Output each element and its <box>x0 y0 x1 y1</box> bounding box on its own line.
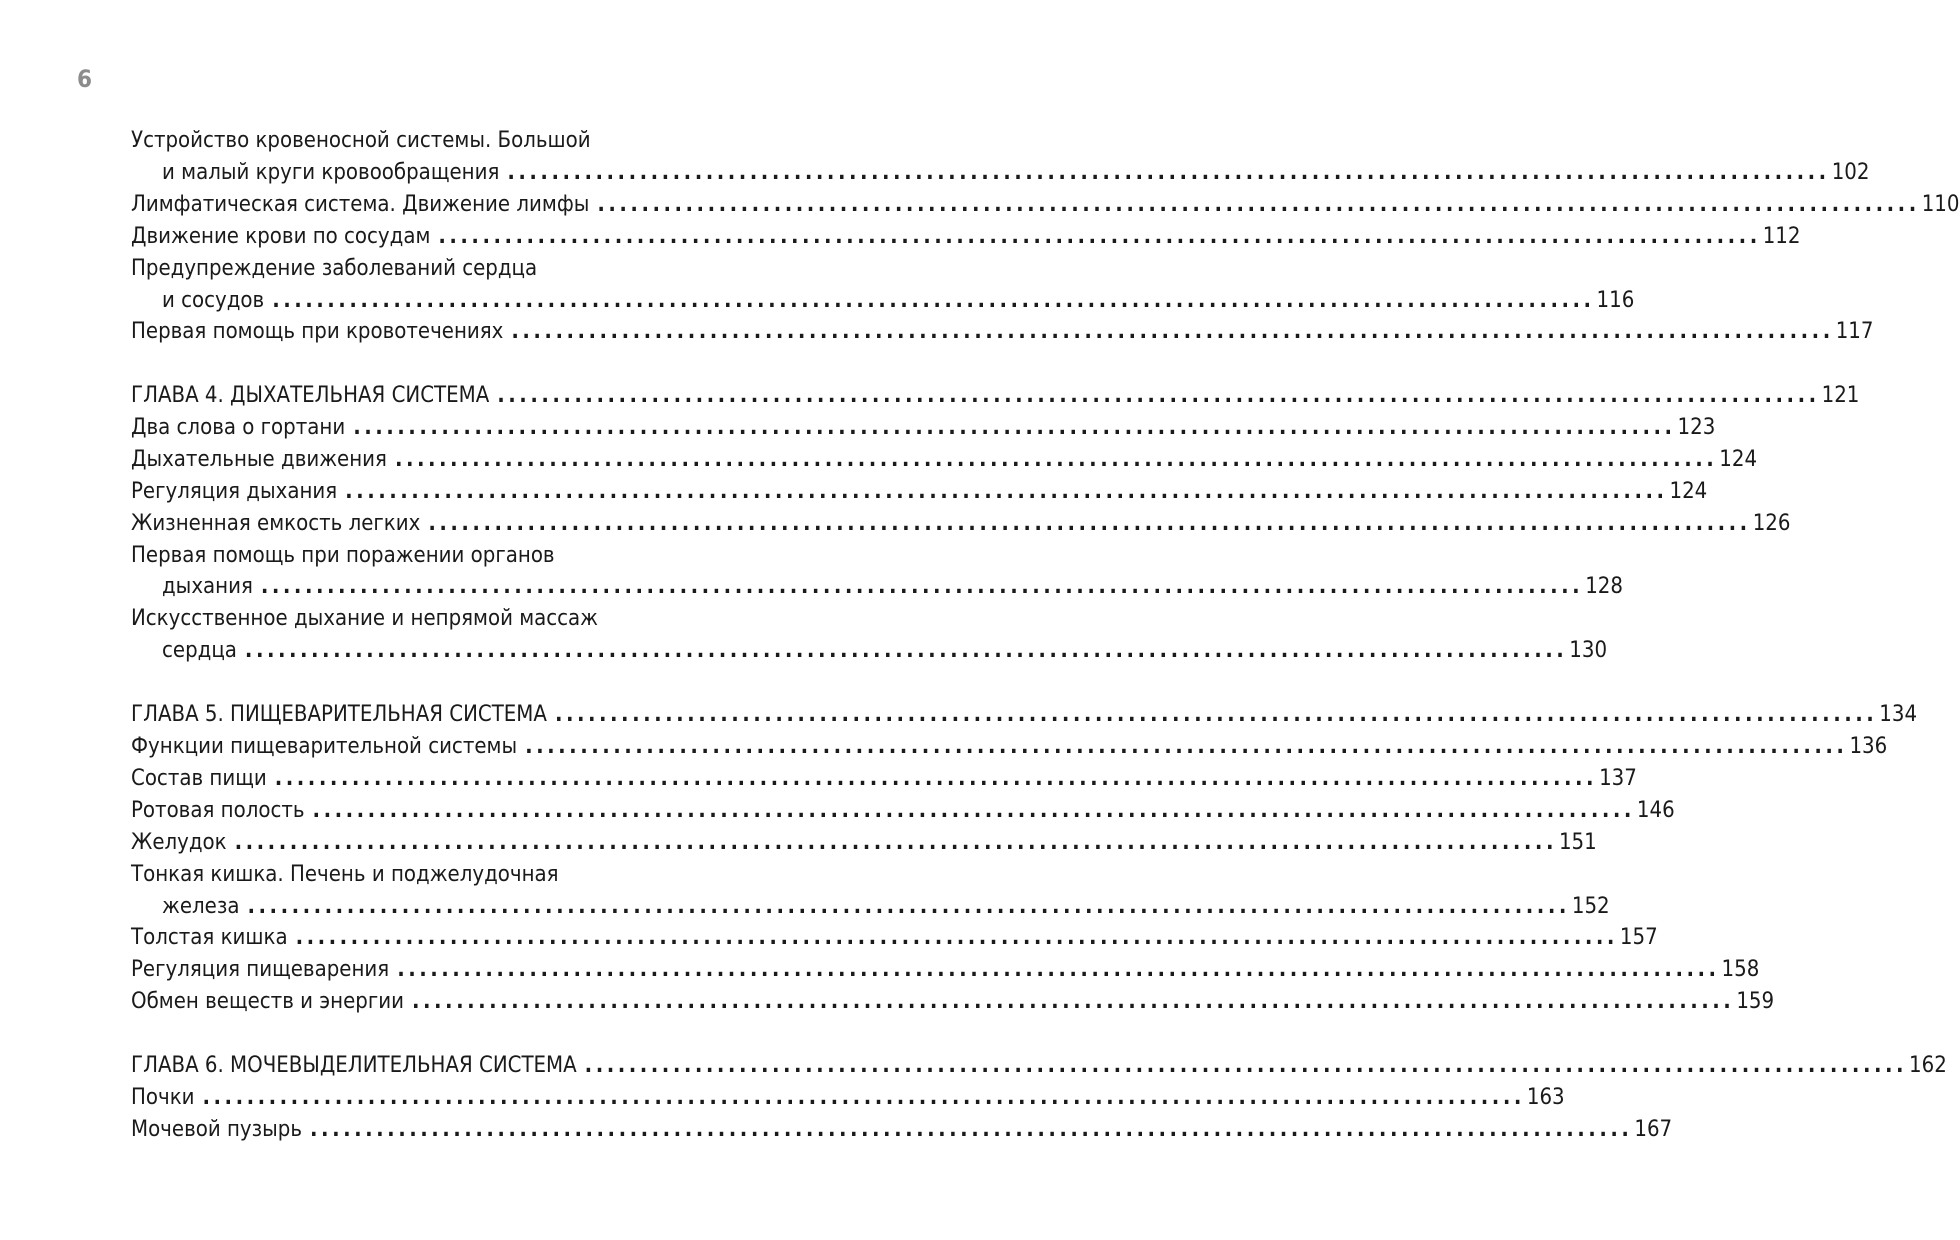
toc-chapter-text: ГЛАВА 5. ПИЩЕВАРИТЕЛЬНАЯ СИСТЕМА <box>131 702 547 727</box>
dot-leader: ........................................................................................................................ <box>272 288 1595 313</box>
toc-entry[interactable] <box>131 476 1708 508</box>
toc-entry[interactable] <box>162 891 1610 923</box>
toc-entry-text: Устройство кровеносной системы. Большой <box>131 128 591 153</box>
toc-entry[interactable] <box>162 285 1635 317</box>
toc-page-number: 167 <box>1634 1117 1673 1142</box>
toc-entry-text: Ротовая полость <box>131 798 305 823</box>
toc-entry[interactable] <box>162 157 1870 189</box>
toc-entry-text: Движение крови по сосудам <box>131 224 431 249</box>
toc-page-number: 117 <box>1835 319 1874 344</box>
toc-entry-text: Желудок <box>131 830 227 855</box>
toc-entry-text: железа <box>162 894 240 919</box>
toc-page-number: 123 <box>1677 415 1716 440</box>
toc-page-number: 159 <box>1736 989 1775 1014</box>
toc-entry[interactable] <box>131 189 1960 221</box>
toc-page-number: 116 <box>1596 288 1635 313</box>
toc-page-number: 124 <box>1669 479 1708 504</box>
toc-page-number: 112 <box>1762 224 1801 249</box>
toc-entry-text: дыхания <box>162 574 253 599</box>
dot-leader: ........................................................................................................................ <box>438 224 1761 249</box>
toc-entry[interactable] <box>131 444 1758 476</box>
toc-entry-text: Регуляция пищеварения <box>131 957 390 982</box>
toc-entry-text: Мочевой пузырь <box>131 1117 303 1142</box>
toc-entry[interactable] <box>162 635 1608 667</box>
dot-leader: ........................................................................................................................ <box>411 989 1735 1014</box>
toc-entry[interactable] <box>131 986 1775 1018</box>
dot-leader: ........................................................................................................................ <box>345 479 1668 504</box>
toc-page-number: 157 <box>1619 925 1658 950</box>
toc-entry-text: Толстая кишка <box>131 925 288 950</box>
toc-entry-text: сердца <box>162 638 237 663</box>
toc-page-number: 121 <box>1821 383 1860 408</box>
dot-leader: ........................................................................................................................ <box>497 383 1820 408</box>
toc-entry[interactable] <box>131 827 1597 859</box>
toc-page-number: 163 <box>1526 1085 1565 1110</box>
toc-entry[interactable] <box>131 954 1760 986</box>
dot-leader: ........................................................................................................................ <box>597 192 1920 217</box>
toc-page-number: 151 <box>1558 830 1597 855</box>
toc-page-number: 152 <box>1571 894 1610 919</box>
dot-leader: ........................................................................................................................ <box>511 319 1834 344</box>
dot-leader: ........................................................................................................................ <box>554 702 1878 727</box>
toc-entry[interactable] <box>131 316 1874 348</box>
toc-entry-text: Жизненная емкость легких <box>131 511 421 536</box>
toc-page-number: 146 <box>1636 798 1675 823</box>
dot-leader: ........................................................................................................................ <box>525 734 1848 759</box>
toc-chapter-text: ГЛАВА 4. ДЫХАТЕЛЬНАЯ СИСТЕМА <box>131 383 490 408</box>
dot-leader: ........................................................................................................................ <box>202 1085 1525 1110</box>
toc-entry[interactable] <box>131 731 1888 763</box>
toc-entry-title <box>131 603 656 635</box>
dot-leader: ........................................................................................................................ <box>428 511 1751 536</box>
toc-entry-text: Почки <box>131 1085 195 1110</box>
toc-entry-text: Дыхательные движения <box>131 447 387 472</box>
dot-leader: ........................................................................................................................ <box>274 766 1598 791</box>
toc-page-number: 110 <box>1921 192 1960 217</box>
toc-page-number: 137 <box>1599 766 1637 791</box>
dot-leader: ........................................................................................................................ <box>247 894 1570 919</box>
toc-page-number: 128 <box>1585 574 1623 599</box>
toc-page-number: 124 <box>1719 447 1758 472</box>
toc-page-number: 102 <box>1831 160 1870 185</box>
toc-entry-title <box>131 540 656 572</box>
dot-leader: ........................................................................................................................ <box>394 447 1718 472</box>
toc-entry[interactable] <box>131 763 1637 795</box>
toc-entry-text: Два слова о гортани <box>131 415 346 440</box>
toc-entry-text: Искусственное дыхание и непрямой массаж <box>131 606 599 631</box>
toc-entry-text: Предупреждение заболеваний сердца <box>131 256 538 281</box>
toc-entry-title <box>131 253 656 285</box>
toc-entry[interactable] <box>131 221 1801 253</box>
dot-leader: ........................................................................................................................ <box>260 574 1584 599</box>
dot-leader: ........................................................................................................................ <box>295 925 1618 950</box>
toc-entry[interactable] <box>162 571 1623 603</box>
toc-entry-title <box>131 859 656 891</box>
dot-leader: ........................................................................................................................ <box>244 638 1568 663</box>
toc-entry-text: Лимфатическая система. Движение лимфы <box>131 192 590 217</box>
toc-entry-text: Первая помощь при поражении органов <box>131 543 555 568</box>
toc-entry-text: Регуляция дыхания <box>131 479 338 504</box>
toc-chapter[interactable] <box>131 699 1918 731</box>
toc-entry[interactable] <box>131 922 1658 954</box>
toc-page-number: 162 <box>1909 1053 1947 1078</box>
toc-entry-text: Обмен веществ и энергии <box>131 989 404 1014</box>
toc-page-number: 158 <box>1721 957 1760 982</box>
dot-leader: ........................................................................................................................ <box>507 160 1830 185</box>
toc-entry-text: Первая помощь при кровотечениях <box>131 319 504 344</box>
dot-leader: ........................................................................................................................ <box>234 830 1557 855</box>
dot-leader: ........................................................................................................................ <box>397 957 1720 982</box>
toc-entry[interactable] <box>131 508 1791 540</box>
toc-chapter[interactable] <box>131 380 1860 412</box>
toc-entry[interactable] <box>131 1114 1673 1146</box>
toc-page-number: 130 <box>1569 638 1608 663</box>
dot-leader: ........................................................................................................................ <box>353 415 1676 440</box>
toc-page-number: 126 <box>1752 511 1791 536</box>
toc-entry-text: и сосудов <box>162 288 265 313</box>
toc-chapter-text: ГЛАВА 6. МОЧЕВЫДЕЛИТЕЛЬНАЯ СИСТЕМА <box>131 1053 577 1078</box>
dot-leader: ........................................................................................................................ <box>584 1053 1908 1078</box>
toc-entry-title <box>131 125 656 157</box>
dot-leader: ........................................................................................................................ <box>312 798 1635 823</box>
toc-entry-text: Состав пищи <box>131 766 267 791</box>
toc-page-number: 134 <box>1879 702 1918 727</box>
toc-chapter[interactable] <box>131 1050 1947 1082</box>
toc-entry-text: Тонкая кишка. Печень и поджелудочная <box>131 862 559 887</box>
toc-entry[interactable] <box>131 1082 1565 1114</box>
toc-page-number: 136 <box>1849 734 1888 759</box>
page-number: 6 <box>77 65 93 93</box>
toc-entry[interactable] <box>131 795 1675 827</box>
dot-leader: ........................................................................................................................ <box>310 1117 1633 1142</box>
toc-entry[interactable] <box>131 412 1716 444</box>
toc-entry-text: Функции пищеварительной системы <box>131 734 518 759</box>
toc-entry-text: и малый круги кровообращения <box>162 160 500 185</box>
